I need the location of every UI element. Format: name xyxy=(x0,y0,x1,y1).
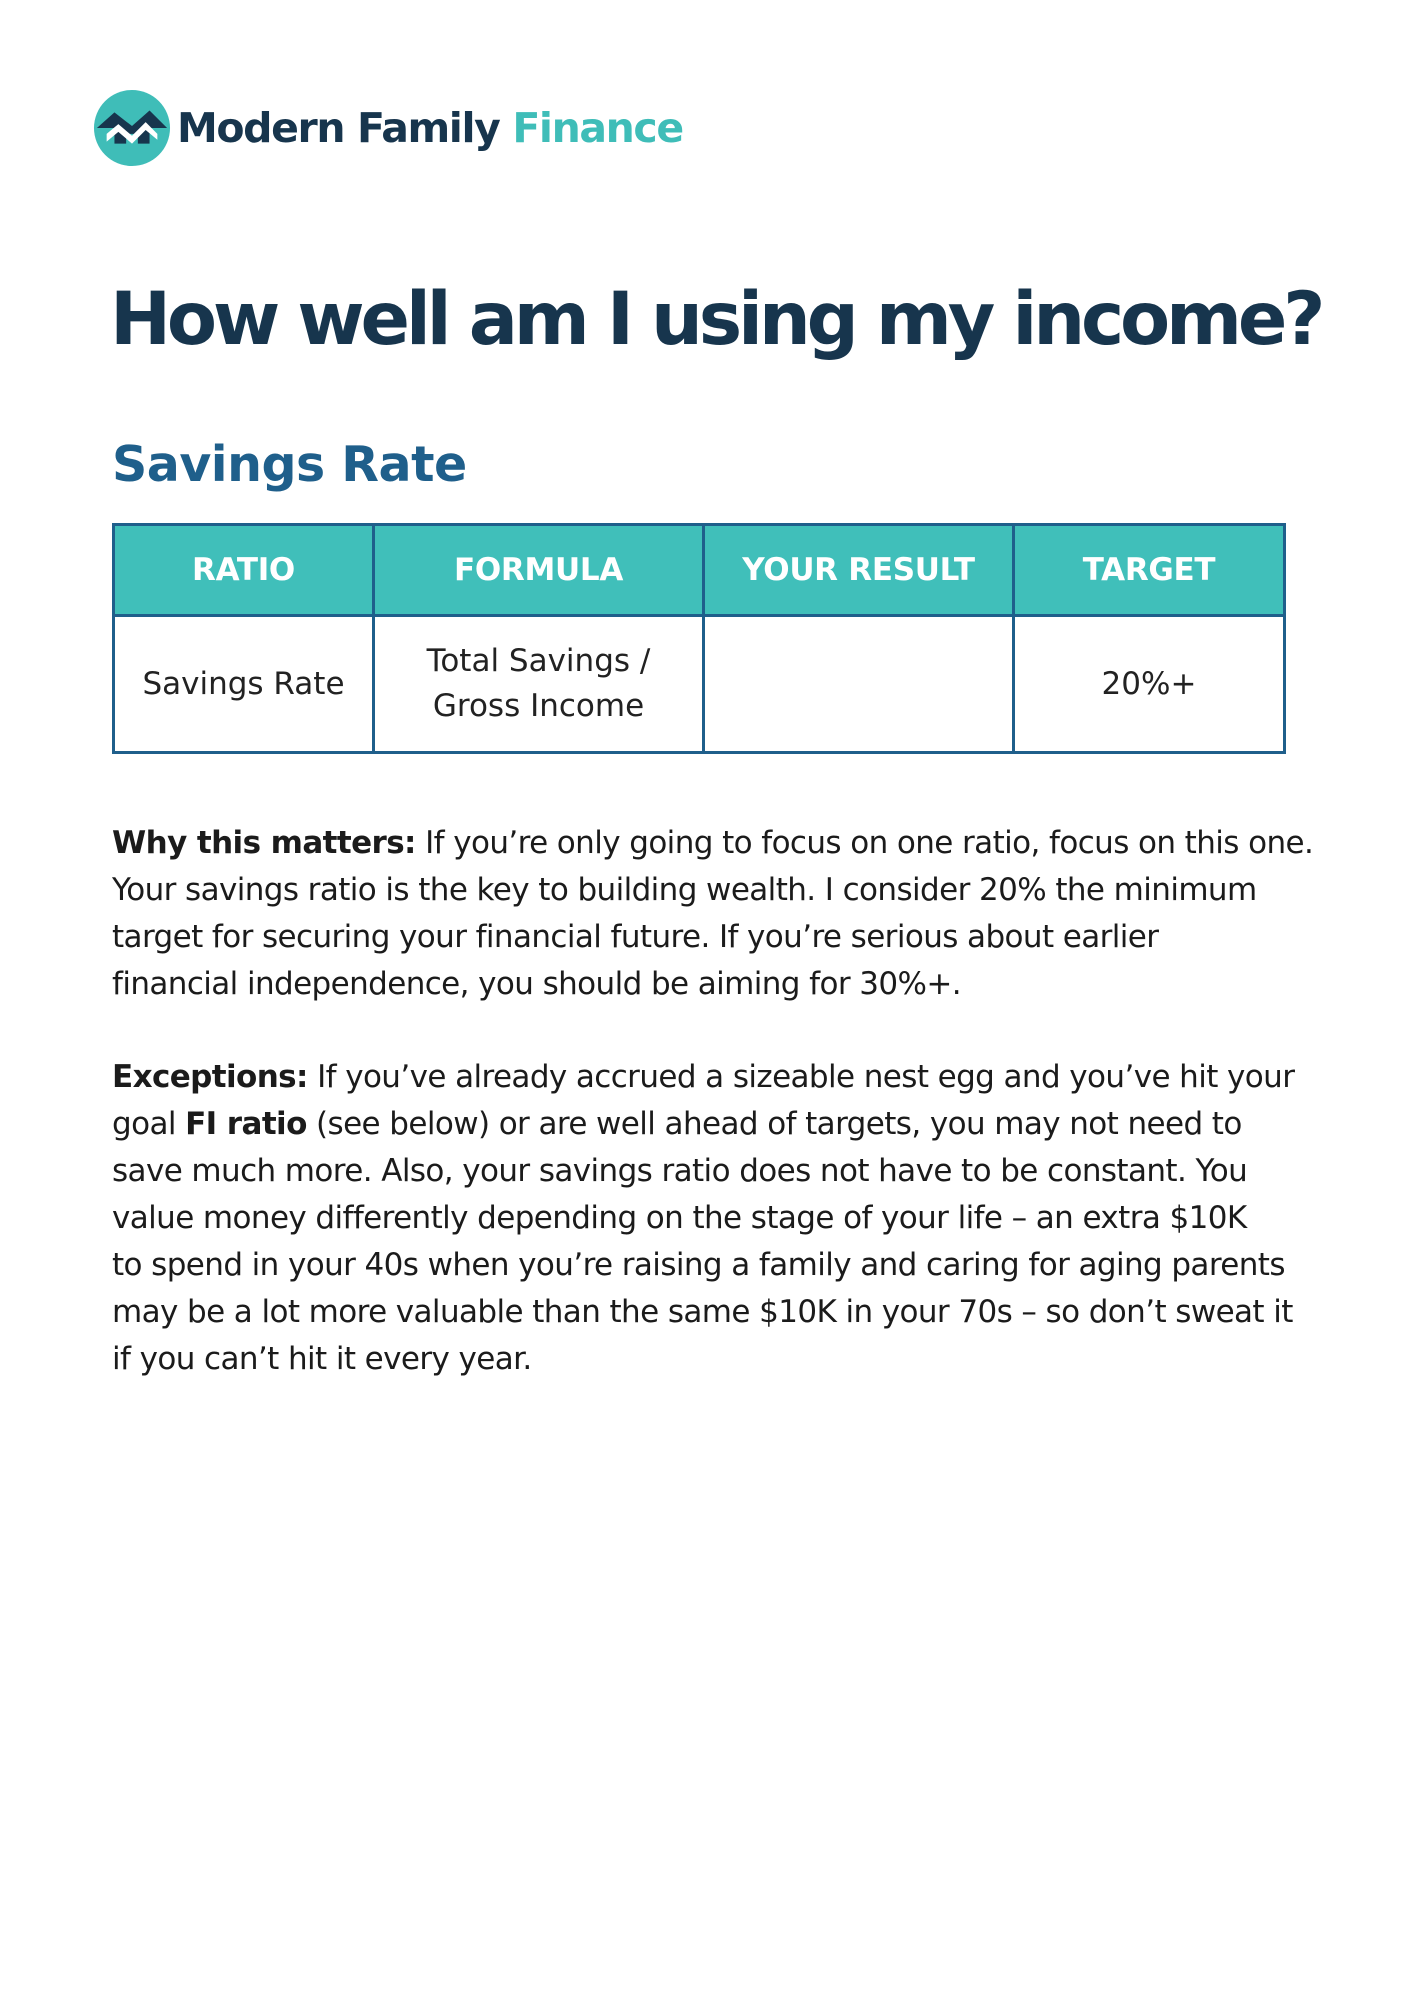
exceptions-line-6: may be a lot more valuable than the same $10K in your 70s – so don’t sweat it xyxy=(112,1294,1293,1330)
exceptions-line-2 xyxy=(112,1101,1312,1148)
exceptions-line-1 xyxy=(112,1054,1312,1101)
cell-ratio: Savings Rate xyxy=(114,616,374,753)
exceptions-line-3: save much more. Also, your savings ratio does not have to be constant. You xyxy=(112,1153,1248,1189)
brand-name-dark: Modern Family xyxy=(177,103,500,152)
exceptions-text-2b: (see below) or are well ahead of targets, you may not need to xyxy=(306,1106,1242,1142)
why-line-1 xyxy=(112,820,1312,867)
why-line-2: Your savings ratio is the key to building wealth. I consider 20% the minimum xyxy=(112,872,1257,908)
cell-target: 20%+ xyxy=(1014,616,1285,753)
table-header-row xyxy=(114,525,1285,616)
exceptions-line-4: value money differently depending on the stage of your life – an extra $10K xyxy=(112,1200,1247,1236)
header-ratio: RATIO xyxy=(114,525,374,616)
formula-line-1: Total Savings / xyxy=(426,643,651,680)
why-text-1: If you’re only going to focus on one ratio, focus on this one. xyxy=(415,825,1314,861)
exceptions-text-1: If you’ve already accrued a sizeable nest egg and you’ve hit your xyxy=(307,1059,1295,1095)
header-target: TARGET xyxy=(1014,525,1285,616)
section-title: Savings Rate xyxy=(112,436,467,493)
exceptions-line-5: to spend in your 40s when you’re raising a family and caring for aging parents xyxy=(112,1247,1285,1283)
brand-logo xyxy=(93,88,683,168)
header-formula: FORMULA xyxy=(374,525,704,616)
formula-line-2: Gross Income xyxy=(432,688,645,724)
cell-formula xyxy=(374,616,704,753)
exceptions-text-2a: goal xyxy=(112,1106,186,1142)
why-line-4: financial independence, you should be aiming for 30%+. xyxy=(112,966,961,1002)
fi-ratio-term: FI ratio xyxy=(185,1106,307,1142)
why-line-3: target for securing your financial future. If you’re serious about earlier xyxy=(112,919,1159,955)
header-your-result: YOUR RESULT xyxy=(704,525,1014,616)
cell-your-result[interactable] xyxy=(704,616,1014,753)
brand-name-teal: Finance xyxy=(512,103,683,152)
brand-name xyxy=(177,103,683,152)
why-this-matters-paragraph xyxy=(112,820,1312,1008)
why-label: Why this matters: xyxy=(112,825,416,861)
exceptions-label: Exceptions: xyxy=(112,1059,308,1095)
exceptions-paragraph xyxy=(112,1054,1312,1383)
ratio-table xyxy=(112,523,1286,754)
exceptions-line-7: if you can’t hit it every year. xyxy=(112,1341,532,1377)
house-logo-icon xyxy=(93,89,171,167)
table-row xyxy=(114,616,1285,753)
page-title: How well am I using my income? xyxy=(110,277,1322,362)
